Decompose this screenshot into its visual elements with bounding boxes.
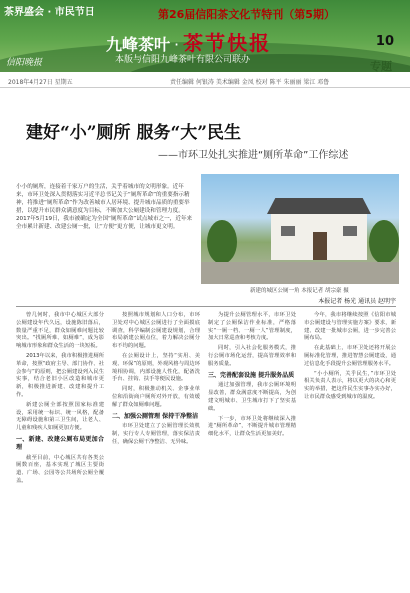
masthead-banner: [0, 0, 410, 72]
paragraph: 同时，积极推动机关、企事业单位和沿街商户厕所对外开放，有效缓解了群众如厕难问题。: [112, 386, 200, 408]
text-column: [208, 312, 296, 441]
paragraph: 新建公厕全部按照国家标准建设，采用统一标识、统一风格，配备无障碍设施和第三卫生间，让老人、儿童和残疾人如厕更加方便。: [16, 401, 104, 432]
photo-window: [281, 226, 295, 236]
paragraph: 市环卫处建立了公厕管理长效机制，实行专人专厕管理，落实保洁责任，确保公厕干净整洁、无异味。: [112, 423, 200, 445]
masthead-subtitle: 本版与信阳九峰茶叶有限公司联办: [115, 55, 251, 65]
paragraph: 截至目前，中心城区共有各类公厕数百座，基本实现了城区主要街道、广场、公园等公共场所公厕全覆盖。: [16, 454, 104, 484]
dateline: [0, 74, 410, 88]
article-byline: 本报记者 杨光 通讯员 赵明宇: [318, 298, 396, 305]
paragraph: 通过加强管理，我市公厕环境明显改善，群众满意度不断提高，为创建文明城市、卫生城市打下了坚实基础。: [208, 382, 296, 412]
masthead: 九峰茶叶 · 茶节快报: [106, 31, 272, 55]
masthead-title: 茶节快报: [183, 31, 272, 55]
paragraph: 在此基础上，市环卫处还将开展公厕标准化管理，推进智慧公厕建设，通过信息化手段提升公厕管理服务水平。: [304, 345, 396, 367]
newspaper-logo: 信阳晚报: [6, 58, 43, 68]
issue-date: 2018年4月27日 星期五: [8, 79, 73, 86]
paragraph: 同时，引入社会化服务模式，推行公厕市场化运营，提高管理效率和服务质量。: [208, 345, 296, 367]
paragraph: 在公厕设计上，坚持“实用、美观、环保”的原则，外观风格与周边环境相协调，内部设施人性化，配备洗手台、挂钩、扶手等便民设施。: [112, 352, 200, 383]
photo-window: [343, 226, 357, 236]
text-column: [304, 312, 396, 404]
text-column: [112, 312, 200, 449]
photo-tree: [207, 220, 237, 264]
top-slogan: 茶界盛会 · 市民节日: [4, 7, 95, 18]
photo-tree: [369, 220, 399, 264]
paragraph: 曾几何时，我市中心城区大部分公厕建设年代久远，设施陈旧落后，数量严重不足，群众如厕难问题比较突出。“找厕所难、如厕难”，成为影响城市形象和群众生活的一块短板。: [16, 312, 104, 350]
paragraph: 按照城市规划和人口分布，市环卫处对中心城区公厕进行了全面摸底调查，科学编制公厕建设规划，合理布局新建公厕点位，着力解决公厕分布不均的问题。: [112, 312, 200, 350]
divider: [16, 306, 396, 307]
article-subheadline: ——市环卫处扎实推进“厕所革命”工作综述: [158, 150, 349, 161]
article-intro: [16, 183, 194, 231]
page-number: 10: [375, 34, 394, 49]
photo-caption: 新建的城区公厕一角 本报记者 胡宗豪 摄: [250, 288, 349, 294]
intro-paragraph: 2017年5月19日，我市被确定为全国“厕所革命”试点城市之一，近年来全市累计新建、改建公厕一批，让“方便”更方便，让城市更文明。: [16, 216, 193, 230]
photo-door: [313, 232, 327, 260]
paragraph: 为提升公厕管理水平，市环卫处制定了公厕保洁作业标准，严格落实“一厕一档、一厕一人”管理制度，加大日常巡查和考核力度。: [208, 312, 296, 342]
intro-paragraph: 小小的厕所，连接着千家万户的生活，关乎着城市的文明形象。近年来，市环卫处深入贯彻落实习近平总书记关于“厕所革命”的重要指示精神，将推进“厕所革命”作为改善城市人居环境、提升城市品质的重要举措，以提升市民群众满意度为目标，不断加大公厕建设和管理力度。: [16, 184, 190, 214]
text-column: [16, 312, 104, 488]
paragraph: “小小厕所，关乎民生，”市环卫处相关负责人表示，将以更大的决心和更实的举措，把这件民生实事办实办好，让市民群众感受到城市的温度。: [304, 370, 396, 400]
editors-line: 责任编辑 何银涛 美术编辑 金凤 校对 陈平 朱丽丽 梁江 邓鲁: [170, 79, 330, 86]
special-issue-title: 第26届信阳茶文化节特刊（第5期）: [158, 8, 335, 21]
photo-ground: [201, 262, 399, 284]
paragraph: 下一步，市环卫处将继续深入推进“厕所革命”，不断提升城市管理精细化水平，让群众生活更加美好。: [208, 415, 296, 438]
section-topic: 专题: [370, 60, 392, 72]
section-heading: 一、新建、改建公厕布局更加合理: [16, 435, 104, 451]
section-heading: 二、加强公厕管理 保持干净整洁: [112, 412, 199, 420]
photo-roof: [267, 198, 371, 214]
article-photo: [201, 174, 399, 284]
masthead-sponsor: 九峰茶叶: [106, 35, 171, 54]
section-heading: 三、完善配套设施 提升服务品质: [208, 371, 295, 379]
paragraph: 今年，我市将继续按照《信阳市城市公厕建设与管理实施方案》要求，新建、改建一批城市公厕，进一步完善公厕布局。: [304, 312, 396, 342]
article-headline: 建好“小”厕所 服务“大”民生: [26, 123, 242, 143]
paragraph: 2013年以来，我市积极推进厕所革命，按照“政府主导、部门协作、社会参与”的原则，把公厕建设列入民生实事，结合老旧小区改造和城市更新，积极推进新建、改建和提升工作。: [16, 352, 104, 398]
